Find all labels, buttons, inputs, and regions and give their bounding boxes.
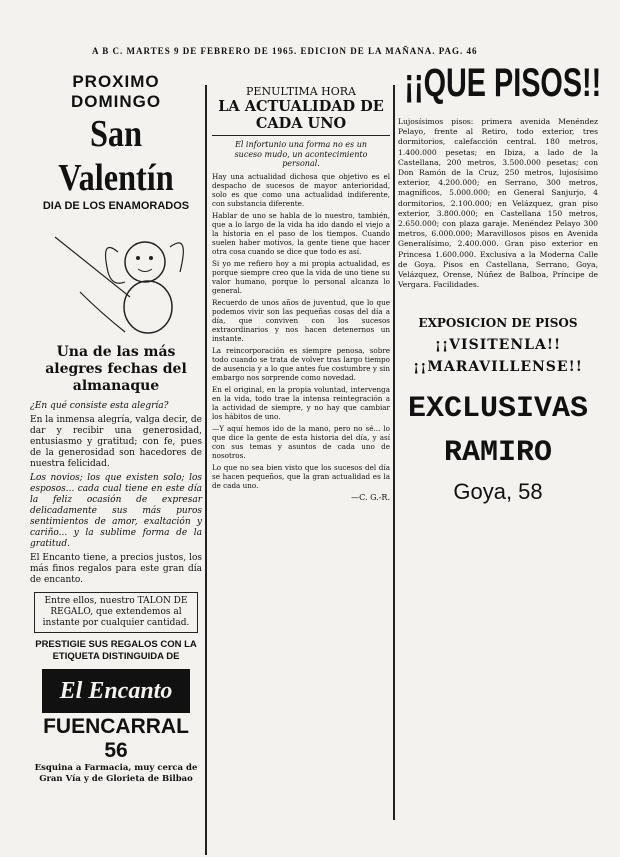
- gift-voucher-box: Entre ellos, nuestro TALON DE REGALO, que extendemos al instante por cualquier cantidad.: [34, 592, 198, 633]
- ramiro-name: RAMIRO: [443, 436, 553, 471]
- ad-headline: Una de las más alegres fechas del almanaque: [45, 344, 187, 394]
- article-paragraph: Hay una actualidad dichosa que objetivo es el despacho de sucesos de mayor anterioridad, solo es que como una actualidad indiferente, con substancia diferente.: [212, 171, 390, 208]
- brand-logo: El Encanto: [42, 669, 190, 713]
- ad-para: El Encanto tiene, a precios justos, los más finos regalos para este gran día de encanto.: [30, 553, 202, 585]
- encanto-ad: [30, 72, 202, 852]
- article-paragraph: Lo que no sea bien visto que los sucesos del día se hacen pequeños, que la gran actualidad es la de cada uno.: [212, 462, 390, 490]
- expo-line: ¡¡MARAVILLENSE!!: [413, 359, 583, 376]
- article-kicker: PENULTIMA HORA: [246, 85, 356, 98]
- ad-para: En la inmensa alegría, valga decir, de dar y recibir una generosidad, entusiasmo y gratitud; con fe, pues de la generosidad son hacedores de nuestra felicidad.: [30, 415, 202, 469]
- ramiro-address: Goya, 58: [453, 479, 543, 505]
- ad-prestige: PRESTIGIE SUS REGALOS CON LA ETIQUETA DISTINGUIDA DE: [35, 639, 197, 662]
- ad-footer: Esquina a Farmacia, muy cerca de Gran Vía y de Glorieta de Bilbao: [34, 763, 198, 784]
- article-title: LA ACTUALIDAD DE CADA UNO: [212, 98, 390, 136]
- ad-subtitle: DIA DE LOS ENAMORADOS: [42, 200, 190, 212]
- article: [212, 85, 390, 855]
- cupid-illustration: [30, 212, 202, 344]
- expo-line: EXPOSICION DE PISOS: [418, 316, 578, 331]
- cupid-icon: [30, 212, 202, 344]
- exclusivas-label: EXCLUSIVAS: [407, 392, 589, 427]
- page-header: A B C. MARTES 9 DE FEBRERO DE 1965. EDICION DE LA MAÑANA. PAG. 46: [92, 46, 478, 56]
- article-paragraph: En el original, en la propia voluntad, intervenga en la vida, todo trae la intensa reintegración a la actividad de siempre, y no hay que cambiar los hábitos de uno.: [212, 384, 390, 421]
- ad-para: Los novios; los que existen solo; los esposos... cada cual tiene en este día la feliz ocasión de expresar delicadamente sus más puros sentimientos de amor, exaltación y cariño... y la sublime forma de la gratitud.: [30, 473, 202, 549]
- expo-line: ¡¡VISITENLA!!: [434, 337, 562, 354]
- article-signature: —C. G.-R.: [351, 492, 390, 502]
- article-paragraph: La reincorporación es siempre penosa, sobre todo cuando se trata de volver tras largo tiempo de ausencia y a lo que antes fue costumbre y sin embargo nos sorprende como novedad.: [212, 345, 390, 382]
- article-paragraph: Si yo me refiero hoy a mi propia actualidad, es porque siempre creo que la vida de uno tiene su valor humano, porque lo personal alcanza lo general.: [212, 258, 390, 295]
- article-paragraph: Recuerdo de unos años de juventud, que lo que podemos vivir son las pequeñas cosas del día a día, que conviven con los sucesos extraordinarios y nos hacen detenernos un instante.: [212, 297, 390, 343]
- ad2-title: ¡¡QUE PISOS!!: [404, 61, 602, 105]
- column-divider: [205, 85, 207, 855]
- ad-kicker: PROXIMO DOMINGO: [70, 72, 162, 111]
- column-divider: [393, 85, 395, 820]
- article-lead: El infortunio una forma no es un suceso mudo, un acontecimiento personal.: [234, 140, 368, 168]
- article-paragraph: Hablar de uno se habla de lo nuestro, también, que a lo largo de la vida ha ido dando el viejo a la historia en el paso de los tiempos. Cuando suelen haber motivos, la gente tiene que hacer otra cosa cuando se dice que todo es así.: [212, 210, 390, 256]
- ad-address: FUENCARRAL 56: [43, 715, 189, 762]
- article-paragraph: —Y aquí hemos ido de la mano, pero no sé... lo que dice la gente de esta historia del día, y así con sus temas y asuntos de cada uno de nosotros.: [212, 423, 390, 460]
- ad-question: ¿En qué consiste esta alegría?: [30, 401, 169, 411]
- ramiro-ad: [398, 55, 602, 845]
- listing-text: Lujosísimos pisos: primera avenida Menéndez Pelayo, frente al Retiro, todo exterior, tres dormitorios, calefacción central. 180 metros, 1.400.000 pesetas; en Ibiza, a lado de la Castellana, 200 metros, 3.500.000 pesetas; con Don Ramón de la Cruz, 250 metros, lujosísimo exterior, 4.200.000; en Serrano, 300 metros, magníficos, 5.000.000; en General Sanjurjo, 4 dormitorios, 2.100.000; en Velázquez, gran piso exterior, 3.800.000; en Castellana 150 metros, 2.650.000; con plaza garaje. Menéndez Pelayo 300 metros, 6.000.000; Maravillosos pisos en Avenida Generalísimo, 2.400.000. Gran piso exterior en Princesa 1.600.000. Exclusiva a la Moderna Calle de Goya. Pisos en Castellana, Serrano, Goya, Velázquez, Orense, Núñez de Balboa, Príncipe de Vergara. Facilidades.: [398, 117, 598, 290]
- ad-title: San Valentín: [58, 113, 174, 199]
